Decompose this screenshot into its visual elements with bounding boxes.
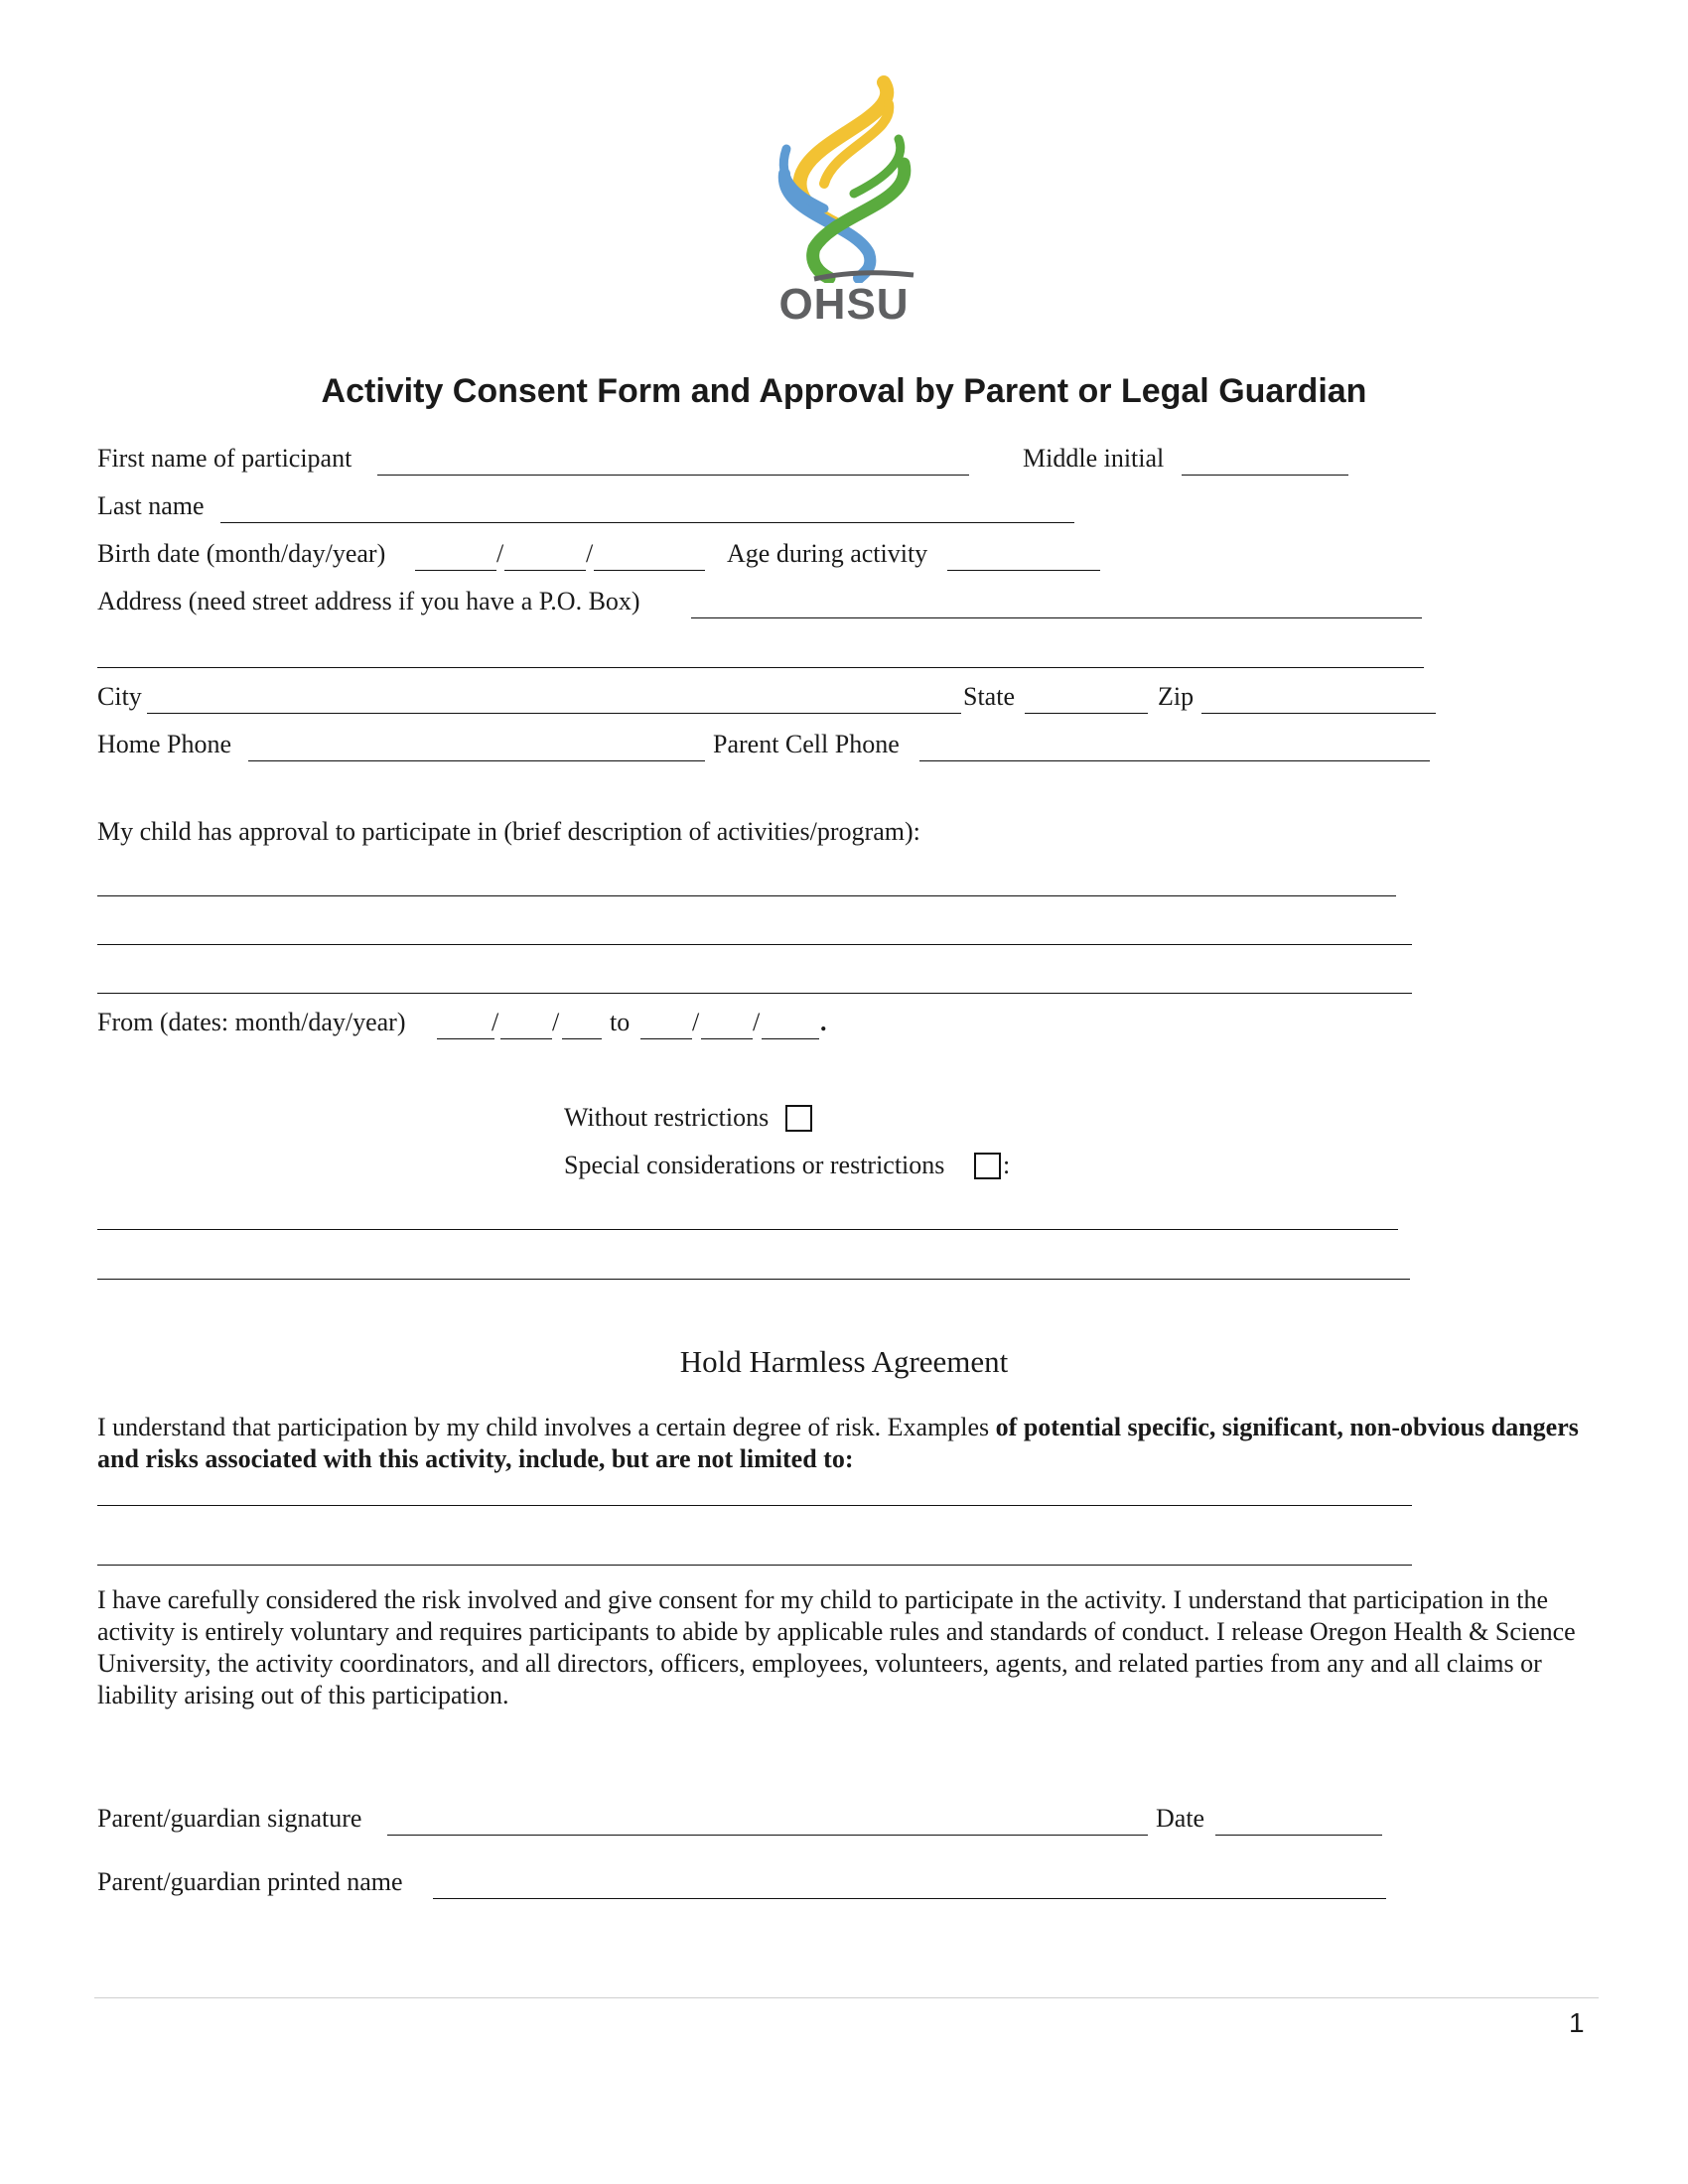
- date-slash: /: [753, 1008, 761, 1036]
- logo-wordmark: OHSU: [778, 280, 910, 329]
- to-day-input[interactable]: [701, 1038, 753, 1039]
- printed-name-input[interactable]: [433, 1898, 1386, 1899]
- to-year-input[interactable]: [762, 1038, 819, 1039]
- without-restrictions-label: Without restrictions: [564, 1103, 770, 1132]
- birth-year-input[interactable]: [594, 570, 705, 571]
- restrictions-line-2[interactable]: [97, 1279, 1410, 1280]
- from-dates-label: From (dates: month/day/year): [97, 1008, 406, 1036]
- date-slash: /: [496, 539, 504, 568]
- last-name-label: Last name: [97, 491, 205, 520]
- risk-intro-text: I understand that participation by my child involves a certain degree of risk. Examples: [97, 1413, 996, 1441]
- address-input[interactable]: [691, 617, 1422, 618]
- address-label: Address (need street address if you have a P.O. Box): [97, 587, 640, 615]
- restrictions-line-1[interactable]: [97, 1229, 1398, 1230]
- date-slash: /: [552, 1008, 560, 1036]
- middle-initial-input[interactable]: [1182, 475, 1348, 476]
- consent-paragraph: I have carefully considered the risk involved and give consent for my child to participate in the activity. I understand that participation in the activity is entirely voluntary and requires participants to abide by applicable rules and standards of conduct. I release Oregon Health & Science University, the activity coordinators, and all directors, officers, employees, volunteers, agents, and related parties from any and all claims or liability arising out of this participation.: [97, 1585, 1576, 1709]
- hold-harmless-title: Hold Harmless Agreement: [679, 1344, 1009, 1379]
- ohsu-flame-icon: [765, 74, 923, 283]
- state-label: State: [963, 682, 1015, 711]
- without-restrictions-checkbox[interactable]: [785, 1105, 812, 1132]
- birth-month-input[interactable]: [415, 570, 496, 571]
- from-year-input[interactable]: [562, 1038, 602, 1039]
- middle-initial-label: Middle initial: [1023, 444, 1165, 473]
- last-name-input[interactable]: [220, 522, 1074, 523]
- activity-description-line-3[interactable]: [97, 993, 1412, 994]
- risk-intro-bold: of potential specific, significant, non-obvious dangers and risks associated with this activity, include, but are not limited to:: [97, 1413, 1579, 1473]
- date-slash: /: [586, 539, 594, 568]
- address-input-line-2[interactable]: [97, 667, 1424, 668]
- birth-date-label: Birth date (month/day/year): [97, 539, 386, 568]
- date-label: Date: [1156, 1804, 1205, 1833]
- age-input[interactable]: [947, 570, 1100, 571]
- footer-divider: [94, 1997, 1599, 1998]
- home-phone-input[interactable]: [248, 760, 705, 761]
- birth-day-input[interactable]: [504, 570, 586, 571]
- restrictions-colon: :: [1003, 1151, 1011, 1179]
- risk-paragraph: [97, 1412, 1587, 1475]
- from-day-input[interactable]: [500, 1038, 552, 1039]
- special-restrictions-checkbox[interactable]: [974, 1153, 1001, 1179]
- activity-description-line-1[interactable]: [97, 895, 1396, 896]
- signature-input[interactable]: [387, 1835, 1148, 1836]
- date-slash: /: [492, 1008, 499, 1036]
- zip-input[interactable]: [1201, 713, 1436, 714]
- date-slash: /: [692, 1008, 700, 1036]
- risks-line-1[interactable]: [97, 1505, 1412, 1506]
- state-input[interactable]: [1025, 713, 1148, 714]
- to-label: to: [610, 1008, 631, 1036]
- special-restrictions-label: Special considerations or restrictions: [564, 1151, 945, 1179]
- from-month-input[interactable]: [437, 1038, 494, 1039]
- risks-line-2[interactable]: [97, 1565, 1412, 1566]
- activity-description-line-2[interactable]: [97, 944, 1412, 945]
- page-title: Activity Consent Form and Approval by Parent or Legal Guardian: [321, 372, 1367, 410]
- parent-cell-label: Parent Cell Phone: [713, 730, 900, 758]
- dates-period: .: [820, 1008, 827, 1036]
- parent-cell-input[interactable]: [919, 760, 1430, 761]
- city-label: City: [97, 682, 142, 711]
- signature-label: Parent/guardian signature: [97, 1804, 362, 1833]
- first-name-label: First name of participant: [97, 444, 352, 473]
- city-input[interactable]: [147, 713, 961, 714]
- signature-date-input[interactable]: [1215, 1835, 1382, 1836]
- approval-label: My child has approval to participate in (brief description of activities/program):: [97, 817, 920, 846]
- home-phone-label: Home Phone: [97, 730, 232, 758]
- first-name-input[interactable]: [377, 475, 969, 476]
- age-label: Age during activity: [727, 539, 928, 568]
- page-number: 1: [1569, 2007, 1585, 2038]
- printed-name-label: Parent/guardian printed name: [97, 1867, 403, 1896]
- zip-label: Zip: [1158, 682, 1195, 711]
- to-month-input[interactable]: [640, 1038, 692, 1039]
